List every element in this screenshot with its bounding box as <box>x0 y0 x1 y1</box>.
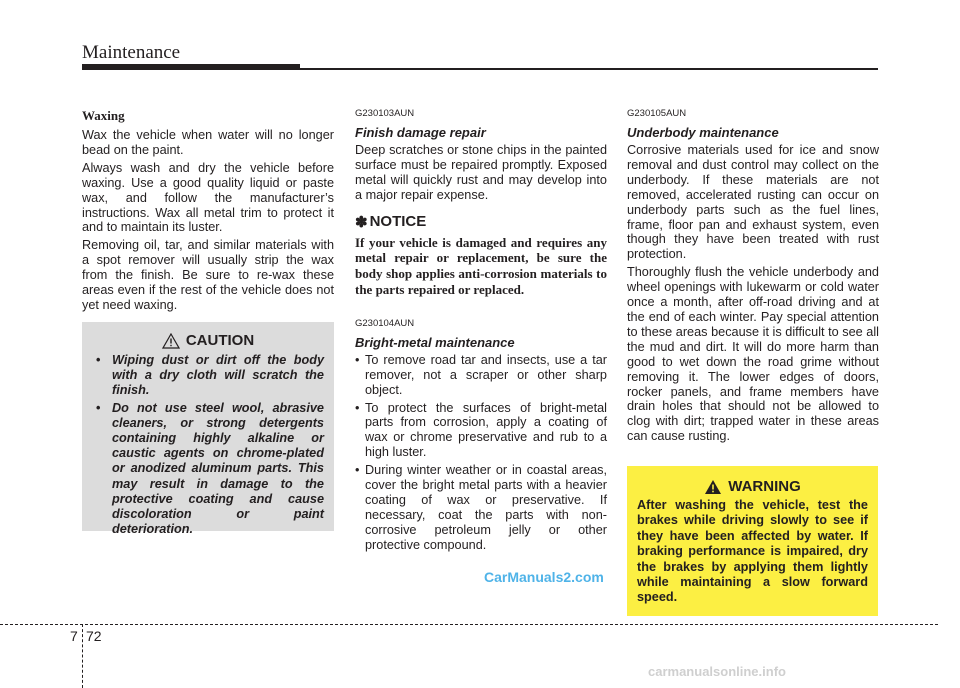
caution-title: CAUTION <box>185 332 255 349</box>
column-waxing <box>82 108 334 316</box>
footer-rule <box>0 624 938 625</box>
waxing-paragraph-2: Always wash and dry the vehicle before waxing. Use a good quality liquid or paste wax, and follow the manufacturer’s instructions. Wax all metal trim to protect it and to maintain its luster. <box>82 160 334 235</box>
header-rule <box>300 68 878 70</box>
warning-text: After washing the vehicle, test the brakes while driving slowly to see if they have been affected by water. If braking performance is impaired, dry the brakes by applying them lightly while maintaining a slow forward speed. <box>637 498 868 605</box>
waxing-paragraph-3: Removing oil, tar, and similar materials with a spot remover will usually strip the wax from the finish. Be sure to re-wax these areas even if the rest of the vehicle does not yet need waxing. <box>82 238 334 312</box>
notice-star-icon: ✽ <box>355 213 368 231</box>
chapter-number: 7 <box>70 628 78 644</box>
section-code: G230103AUN <box>355 108 415 119</box>
caution-header <box>92 332 324 349</box>
footer-watermark[interactable]: carmanualsonline.info <box>648 664 786 679</box>
caution-item: • Wiping dust or dirt off the body with a dry cloth will scratch the finish. <box>96 353 324 398</box>
bullet-item: • During winter weather or in coastal areas, cover the bright metal parts with a heavier coating of wax or preservative. If necessary, coat the parts with non-corrosive petroleum jelly or other protective compound. <box>355 463 607 552</box>
column-repair <box>355 108 607 556</box>
underbody-heading: Underbody maintenance <box>627 125 779 140</box>
footer-divider <box>82 624 83 688</box>
caution-item: • Do not use steel wool, abrasive cleaners, or strong detergents containing highly alkaline or caustic agents on chrome-plated or anodized aluminum parts. This may result in damage to the protective coating and cause discoloration or paint deterioration. <box>96 400 324 537</box>
section-code: G230105AUN <box>627 108 687 119</box>
caution-triangle-icon <box>162 333 180 349</box>
notice-text: If your vehicle is damaged and requires any metal repair or replacement, be sure the body shop applies anti-corrosion materials to the parts repaired or replaced. <box>355 234 607 298</box>
warning-triangle-icon <box>704 479 722 495</box>
underbody-paragraph-1: Corrosive materials used for ice and snow removal and dust control may collect on the underbody. If these materials are not removed, accelerated rusting can occur on underbody parts such as the fuel lines, frame, floor pan and exhaust system, even though they have been treated with rust protection. <box>627 143 879 262</box>
header-bar <box>82 64 300 70</box>
page-header-title: Maintenance <box>82 42 181 63</box>
caution-box <box>82 322 334 537</box>
notice-header <box>355 213 607 231</box>
column-underbody <box>627 108 879 447</box>
waxing-paragraph-1: Wax the vehicle when water will no longer bead on the paint. <box>82 128 334 157</box>
notice-title: NOTICE <box>369 213 427 231</box>
waxing-heading: Waxing <box>82 108 125 123</box>
page-number: 72 <box>86 628 102 644</box>
warning-title: WARNING <box>728 478 801 495</box>
warning-box <box>627 466 878 616</box>
bullet-item: • To protect the surfaces of bright-metal parts from corrosion, apply a coating of wax or chrome preservative and rub to a high luster. <box>355 400 607 460</box>
watermark-link[interactable]: CarManuals2.com <box>484 569 604 585</box>
bright-metal-heading: Bright-metal maintenance <box>355 334 515 350</box>
finish-damage-text: Deep scratches or stone chips in the painted surface must be repaired promptly. Exposed metal will quickly rust and may develop into a major repair expense. <box>355 143 607 202</box>
bullet-item: • To remove road tar and insects, use a tar remover, not a scraper or other sharp object. <box>355 352 607 397</box>
underbody-paragraph-2: Thoroughly flush the vehicle underbody and wheel openings with lukewarm or cold water once a month, after off-road driving and at the end of each winter. Pay special attention to these areas because it is difficult to see all the mud and dirt. It will do more harm than good to wet down the road grime without removing it. The lower edges of doors, rocker panels, and frame members have drain holes that should not be allowed to clog with dirt; trapped water in these areas can cause rusting. <box>627 265 879 444</box>
finish-damage-heading: Finish damage repair <box>355 125 486 140</box>
section-code: G230104AUN <box>355 317 415 329</box>
warning-header <box>637 478 868 495</box>
